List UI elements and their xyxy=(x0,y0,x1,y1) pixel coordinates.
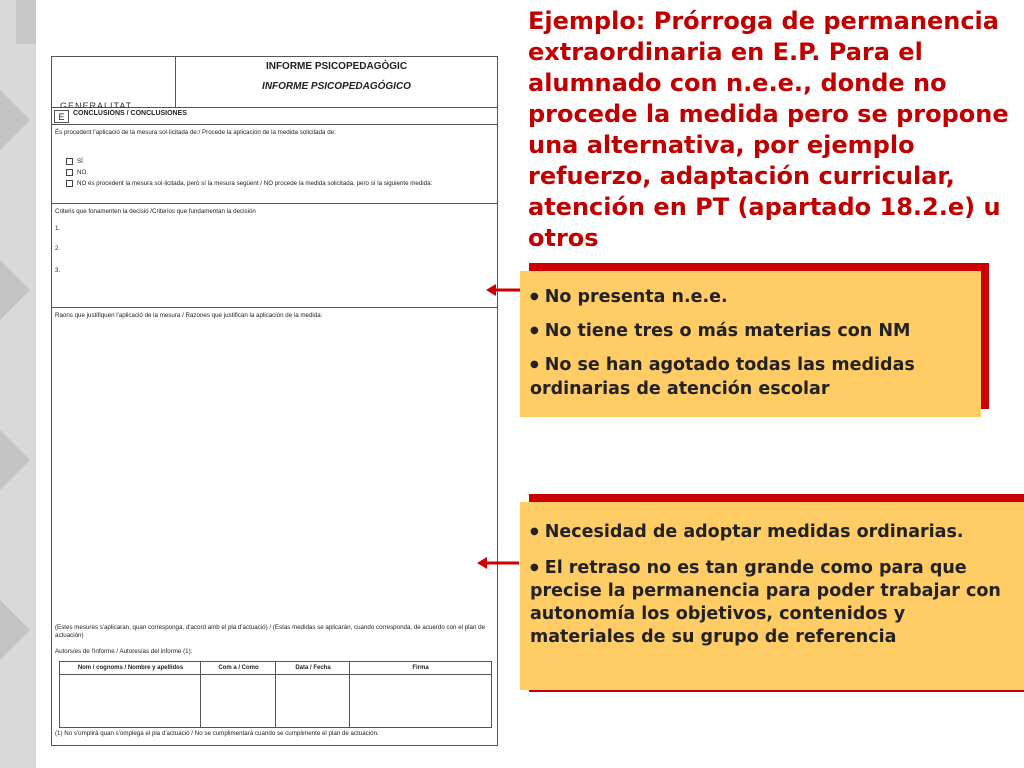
bullet-icon: ● xyxy=(530,562,539,573)
slide-title: Ejemplo: Prórroga de permanencia extraordinaria en E.P. Para el alumnado con n.e.e., donde no procede la medida pero se propone una alternativa, por ejemplo refuerzo, adaptación curricular, atención en PT (apartado 18.2.e) u otros xyxy=(528,7,1009,252)
signature-table xyxy=(59,661,492,728)
logo-text: GENERALITAT xyxy=(60,101,133,108)
authors-label: Autors/es de l'informe / Autores/as del informe (1): xyxy=(55,648,193,655)
option-si-label: SÍ xyxy=(77,158,83,165)
form-title-val: INFORME PSICOPEDAGÒGIC xyxy=(265,61,408,72)
sig-header: Firma xyxy=(350,662,491,675)
list-item: ● No se han agotado todas las medidas ordinarias de atención escolar xyxy=(530,355,915,399)
divider xyxy=(52,203,497,204)
list-item: ● Necesidad de adoptar medidas ordinarias. xyxy=(530,522,964,542)
section-letter: E xyxy=(54,110,69,123)
decor-chevrons xyxy=(0,0,36,768)
reasons-label: Raons que justifiquen l'aplicació de la mesura / Razones que justifican la aplicación de la medida: xyxy=(55,312,323,319)
option-no-label: NO xyxy=(77,169,87,176)
bullet-icon: ● xyxy=(530,325,539,336)
form-title-es: INFORME PSICOPEDAGÓGICO xyxy=(262,81,411,92)
criteria-item: 2. xyxy=(55,245,61,252)
sig-header: Com a / Como xyxy=(201,662,276,675)
list-item: ● El retraso no es tan grande como para que precise la permanencia para poder trabajar con autonomía los objetivos, contenidos y materiales de su grupo de referencia xyxy=(530,558,1001,647)
section-e-header xyxy=(52,108,497,125)
section-title: CONCLUSIONS / CONCLUSIONES xyxy=(73,110,187,117)
bullet-icon: ● xyxy=(530,526,539,537)
callout-box-reasons xyxy=(520,502,1024,690)
question-apply: És procedent l'aplicació de la mesura sol·licitada de:/ Procede la aplicación de la medida solicitada de: xyxy=(55,129,336,136)
note-apply: (Estes mesures s'aplicaran, quan corresponga, d'acord amb el pla d'actuació) / (Estas medidas se aplicarán, cuando corresponda, de acuerdo con el plan de actuación) xyxy=(55,624,486,639)
arrow-left-icon xyxy=(477,555,521,571)
bullet-icon: ● xyxy=(530,359,539,370)
checkbox-no[interactable] xyxy=(66,169,73,176)
divider xyxy=(52,307,497,308)
checkbox-alternative[interactable] xyxy=(66,180,73,187)
bullet-icon: ● xyxy=(530,291,539,302)
checkbox-si[interactable] xyxy=(66,158,73,165)
decor-block xyxy=(16,0,36,44)
form-logo xyxy=(52,57,176,108)
footnote: (1) No s'omplirà quan s'omplega el pla d'actuació / No se cumplimentará cuando se cumplimente el plan de actuación. xyxy=(55,730,379,737)
option-alternative-label: NO és procedent la mesura sol·licitada, però sí la mesura següent / NO procede la medida solicitada, pero sí la siguiente medida: xyxy=(77,180,433,187)
list-item: ● No tiene tres o más materias con NM xyxy=(530,321,911,341)
left-decor-strip xyxy=(0,0,36,768)
list-item: ● No presenta n.e.e. xyxy=(530,287,728,307)
criteria-item: 3. xyxy=(55,267,61,274)
form-header xyxy=(52,57,497,108)
callout-box-criteria xyxy=(520,271,981,417)
psychopedagogic-report-form xyxy=(51,56,498,746)
arrow-left-icon xyxy=(486,282,522,298)
sig-header: Data / Fecha xyxy=(276,662,350,675)
criteria-label: Criteris que fonamenten la decisió /Criterios que fundamentan la decisión xyxy=(55,208,256,215)
criteria-item: 1. xyxy=(55,225,61,232)
sig-header: Nom i cognoms / Nombre y apellidos xyxy=(60,662,201,675)
